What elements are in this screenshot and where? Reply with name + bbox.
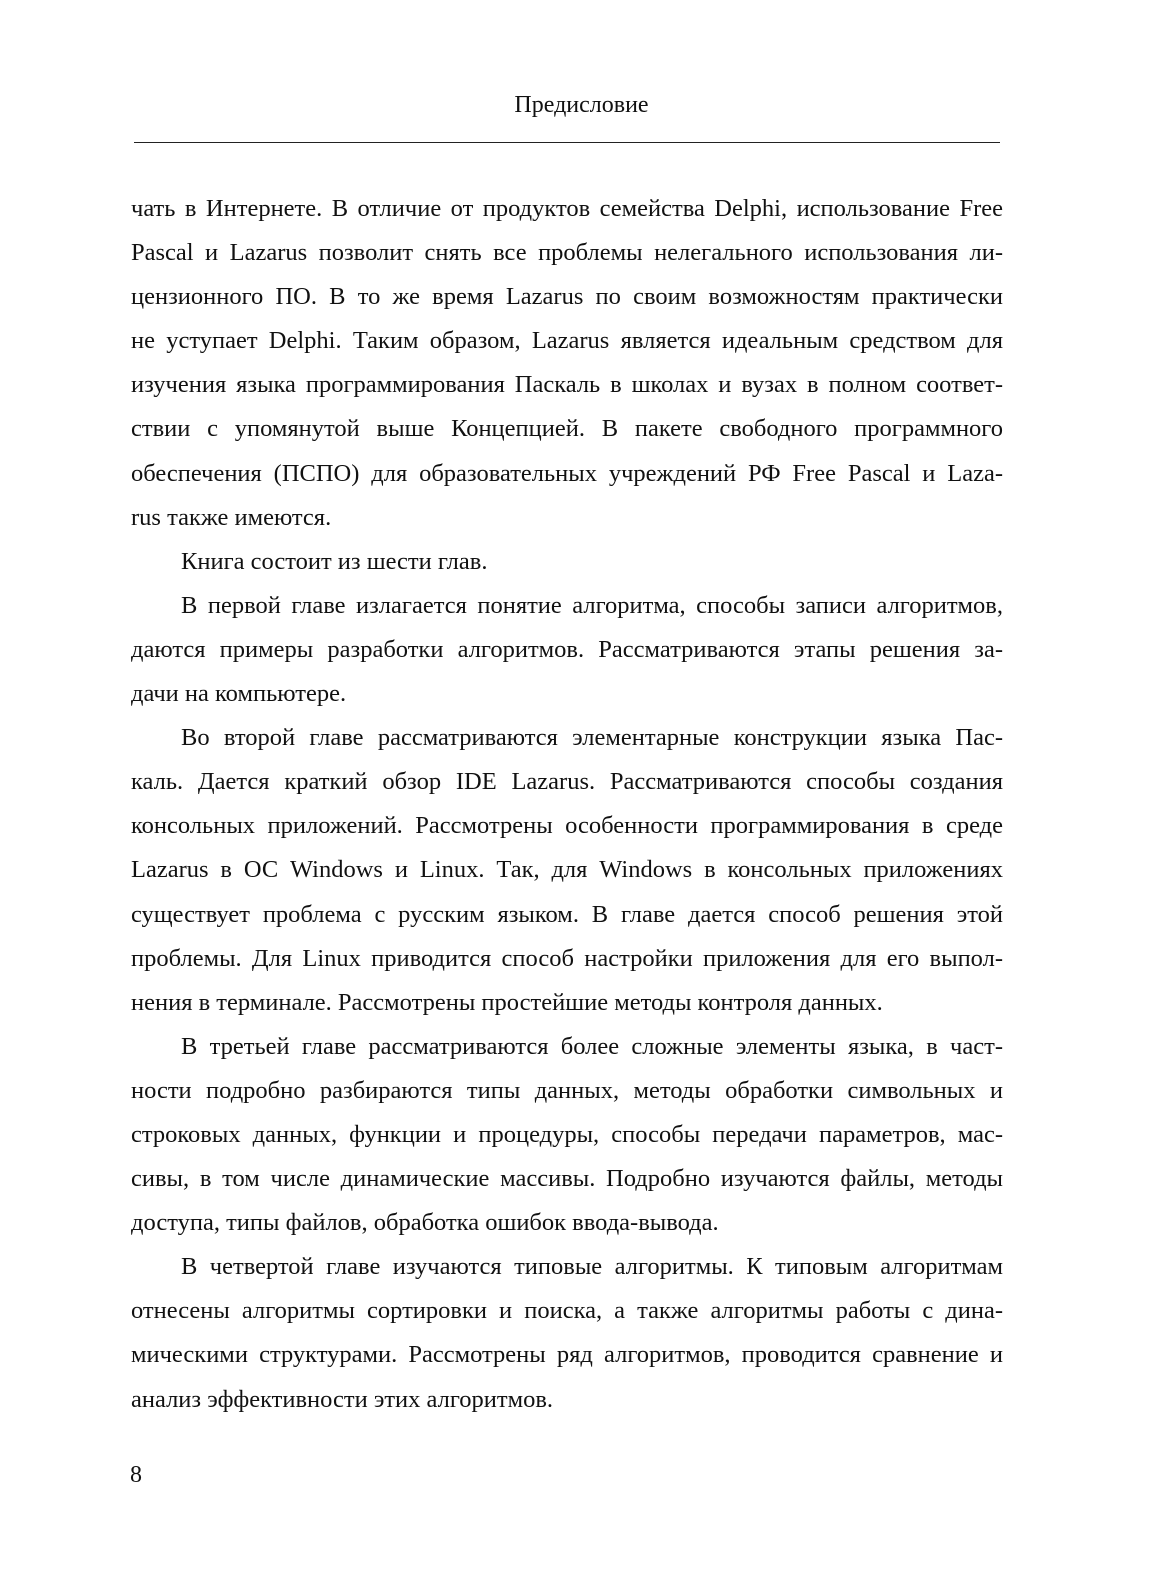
page-number: 8 — [130, 1462, 142, 1488]
running-header-title: Предисловие — [514, 92, 649, 118]
paragraph — [131, 584, 1003, 716]
text-line: Книга состоит из шести глав. — [181, 547, 488, 575]
text-line: доступа, типы файлов, обработка ошибок ввода-вывода. — [131, 1209, 719, 1237]
text-line: В первой главе излагается понятие алгоритма, способы записи алгоритмов, — [181, 591, 1003, 619]
paragraph — [131, 187, 1003, 540]
text-line: В третьей главе рассматриваются более сложные элементы языка, в част- — [181, 1032, 1003, 1060]
text-line: ности подробно разбираются типы данных, методы обработки символьных и — [131, 1076, 1003, 1104]
text-line: ствии с упомянутой выше Концепцией. В пакете свободного программного — [131, 415, 1003, 443]
text-line: В четвертой главе изучаются типовые алгоритмы. К типовым алгоритмам — [181, 1253, 1003, 1281]
text-line: мическими структурами. Рассмотрены ряд алгоритмов, проводится сравнение и — [131, 1341, 1003, 1369]
text-line: обеспечения (ПСПО) для образовательных учреждений РФ Free Pascal и Laza- — [131, 459, 1003, 487]
text-line: Lazarus в ОС Windows и Linux. Так, для Windows в консольных приложениях — [131, 856, 1003, 884]
text-line: существует проблема с русским языком. В главе дается способ решения этой — [131, 900, 1003, 928]
text-line: анализ эффективности этих алгоритмов. — [131, 1385, 554, 1413]
text-line: дачи на компьютере. — [131, 680, 347, 708]
header-rule — [134, 142, 1000, 143]
text-line: Во второй главе рассматриваются элементарные конструкции языка Пас- — [181, 724, 1003, 752]
text-line: чать в Интернете. В отличие от продуктов семейства Delphi, использование Free — [131, 195, 1003, 222]
paragraph — [131, 540, 1003, 584]
text-line: сивы, в том числе динамические массивы. Подробно изучаются файлы, методы — [131, 1165, 1003, 1193]
text-line: цензионного ПО. В то же время Lazarus по своим возможностям практически — [131, 283, 1003, 311]
text-line: строковых данных, функции и процедуры, способы передачи параметров, мас- — [131, 1120, 1003, 1148]
text-line: изучения языка программирования Паскаль в школах и вузах в полном соответ- — [131, 371, 1003, 399]
paragraph — [131, 1025, 1003, 1245]
text-line: консольных приложений. Рассмотрены особенности программирования в среде — [131, 812, 1003, 840]
text-line: даются примеры разработки алгоритмов. Рассматриваются этапы решения за- — [131, 635, 1003, 663]
text-line: не уступает Delphi. Таким образом, Lazarus является идеальным средством для — [131, 327, 1003, 355]
text-line: rus также имеются. — [131, 503, 332, 531]
paragraph — [131, 1245, 1003, 1421]
text-line: отнесены алгоритмы сортировки и поиска, а также алгоритмы работы с дина- — [131, 1297, 1003, 1325]
text-line: нения в терминале. Рассмотрены простейшие методы контроля данных. — [131, 988, 883, 1016]
paragraph — [131, 716, 1003, 1025]
text-line: каль. Дается краткий обзор IDE Lazarus. Рассматриваются способы создания — [131, 768, 1003, 796]
text-line: Pascal и Lazarus позволит снять все проблемы нелегального использования ли- — [131, 239, 1003, 267]
text-line: проблемы. Для Linux приводится способ настройки приложения для его выпол- — [131, 944, 1003, 972]
body-text — [131, 187, 1003, 1422]
